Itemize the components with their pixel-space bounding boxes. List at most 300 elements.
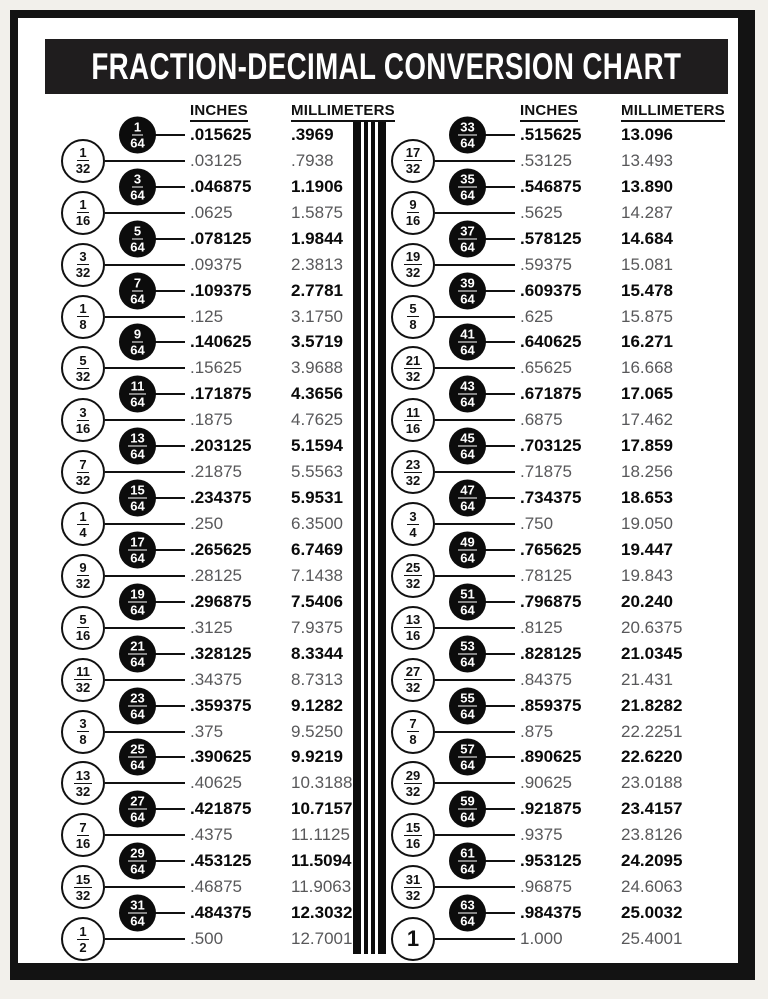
millimeters-value: .7938 [291,150,334,170]
fraction-badge [119,220,156,257]
inches-value: .984375 [520,903,582,923]
fraction-denominator: 32 [75,783,91,799]
leader-line [435,731,515,733]
fraction-value [458,328,476,357]
millimeters-value: 14.684 [621,228,673,248]
fraction-value [76,354,90,383]
inches-value: .3125 [190,617,233,637]
fraction-numerator: 15 [130,482,145,498]
millimeters-value: 23.4157 [621,799,683,819]
leader-line [484,860,515,862]
fraction-denominator: 4 [79,524,87,540]
inches-value: .046875 [190,176,252,196]
leader-line [435,886,515,888]
fraction-badge [61,554,105,598]
fraction-denominator: 64 [460,187,475,203]
fraction-numerator: 13 [405,612,421,628]
conversion-row [45,456,350,488]
fraction-value [458,587,476,616]
millimeters-value: 7.5406 [291,591,343,611]
right-column [375,102,725,964]
inches-value: .296875 [190,591,252,611]
fraction-denominator: 16 [75,628,91,644]
fraction-value [76,198,90,227]
fraction-denominator: 32 [405,887,421,903]
fraction-denominator: 64 [130,550,145,566]
inches-value: .875 [520,721,554,741]
fraction-value [77,510,88,539]
inches-value: .46875 [190,877,242,897]
fraction-numerator: 9 [133,326,142,342]
conversion-row [375,560,680,592]
fraction-badge [391,554,435,598]
millimeters-value: 7.1438 [291,565,343,585]
inches-value: .65625 [520,358,572,378]
millimeters-value: 1.9844 [291,228,343,248]
fraction-denominator: 8 [409,317,417,333]
fraction-denominator: 32 [405,576,421,592]
fraction-denominator: 64 [460,498,475,514]
fraction-badge [449,116,486,153]
millimeters-value: 3.5719 [291,332,343,352]
inches-value: .171875 [190,384,252,404]
fraction-numerator: 17 [405,145,421,161]
inches-value: .03125 [190,150,242,170]
fraction-denominator: 16 [405,420,421,436]
conversion-row [375,926,683,952]
fraction-denominator: 32 [75,368,91,384]
leader-line [484,238,515,240]
leader-line [105,160,185,162]
fraction-value [404,613,422,642]
fraction-value [76,613,90,642]
fraction-badge [119,376,156,413]
fraction-badge [61,139,105,183]
fraction-value [458,276,476,305]
millimeters-value: 5.9531 [291,488,343,508]
leader-line [105,575,185,577]
fraction-numerator: 39 [460,275,475,291]
fraction-badge [61,398,105,442]
leader-line [435,316,515,318]
fraction-denominator: 64 [130,861,145,877]
conversion-row [375,456,680,488]
leader-line [435,938,515,940]
fraction-numerator: 47 [460,482,475,498]
inches-value: .796875 [520,591,582,611]
leader-line [105,212,185,214]
fraction-badge [449,376,486,413]
fraction-denominator: 64 [460,602,475,618]
inches-value: .671875 [520,384,582,404]
fraction-value [404,406,422,435]
inches-value: .4375 [190,825,233,845]
leader-line [105,471,185,473]
fraction-value [128,743,146,772]
fraction-denominator: 32 [405,680,421,696]
fraction-value [130,224,144,253]
fraction-denominator: 32 [75,472,91,488]
millimeters-value: 1.1906 [291,176,343,196]
fraction-value [128,484,146,513]
conversion-row [375,871,683,903]
millimeters-value: 7.9375 [291,617,343,637]
millimeters-value: 19.050 [621,514,673,534]
leader-line [154,860,185,862]
conversion-row [45,871,352,903]
fraction-badge [449,635,486,672]
conversion-row [45,508,350,540]
fraction-numerator: 51 [460,586,475,602]
fraction-badge [119,843,156,880]
fraction-value [458,172,476,201]
conversion-row [45,301,350,333]
conversion-row [375,664,680,696]
millimeters-value: 17.859 [621,436,673,456]
fraction-denominator: 16 [75,213,91,229]
fraction-badge [119,272,156,309]
left-column-rows [45,119,353,955]
conversion-row [45,923,353,955]
fraction-value [404,354,422,383]
conversion-row [45,404,350,436]
fraction-numerator: 53 [460,638,475,654]
inches-value: .40625 [190,773,242,793]
fraction-numerator: 17 [130,534,145,550]
leader-line [484,601,515,603]
fraction-badge [61,295,105,339]
inches-value: .484375 [190,903,252,923]
leader-line [154,756,185,758]
leader-line [154,705,185,707]
fraction-badge [391,917,435,961]
leader-line [105,523,185,525]
inches-value: .578125 [520,228,582,248]
fraction-badge [391,346,435,390]
leader-line [154,290,185,292]
fraction-badge [449,739,486,776]
fraction-numerator: 1 [133,119,142,135]
fraction-value [130,328,144,357]
millimeters-value: 17.065 [621,384,673,404]
millimeters-value: 19.447 [621,539,673,559]
millimeters-value: 16.668 [621,358,673,378]
millimeters-value: 12.3032 [291,903,353,923]
leader-line [154,186,185,188]
inches-value: .0625 [190,202,233,222]
millimeters-header: MILLIMETERS [291,102,395,122]
page-title-text: FRACTION-DECIMAL CONVERSION CHART [91,45,682,87]
inches-value: .09375 [190,254,242,274]
fraction-badge [61,710,105,754]
leader-line [484,549,515,551]
leader-line [484,393,515,395]
leader-line [105,731,185,733]
fraction-value [404,665,422,694]
fraction-numerator: 11 [76,664,90,680]
fraction-value [406,198,420,227]
fraction-badge [119,687,156,724]
fraction-numerator: 27 [405,664,421,680]
leader-line [484,186,515,188]
millimeters-value: 15.478 [621,280,673,300]
millimeters-value: 20.240 [621,591,673,611]
leader-line [105,782,185,784]
fraction-denominator: 64 [130,446,145,462]
conversion-row [45,819,350,851]
fraction-badge [449,480,486,517]
millimeters-header: MILLIMETERS [621,102,725,122]
chart-content [18,18,738,963]
millimeters-value: 21.431 [621,669,673,689]
conversion-row [375,612,683,644]
fraction-value [128,587,146,616]
millimeters-value: 20.6375 [621,617,683,637]
fraction-numerator: 1 [79,923,87,939]
millimeters-value: 4.7625 [291,410,343,430]
inches-value: .359375 [190,695,252,715]
millimeters-value: 5.5563 [291,462,343,482]
millimeters-value: 8.7313 [291,669,343,689]
fraction-badge [449,168,486,205]
conversion-row [375,819,683,851]
inches-value: .890625 [520,747,582,767]
fraction-value [76,250,90,279]
fraction-denominator: 32 [405,472,421,488]
inches-value: .828125 [520,643,582,663]
fraction-numerator: 5 [409,301,417,317]
fraction-badge [391,813,435,857]
millimeters-value: 23.8126 [621,825,683,845]
fraction-denominator: 64 [460,342,475,358]
fraction-denominator: 8 [79,732,87,748]
fraction-denominator: 64 [130,394,145,410]
fraction-value [458,120,476,149]
leader-line [105,367,185,369]
millimeters-value: 16.271 [621,332,673,352]
inches-value: .453125 [190,851,252,871]
fraction-denominator: 64 [460,706,475,722]
fraction-numerator: 3 [79,716,87,732]
fraction-denominator: 64 [130,498,145,514]
fraction-numerator: 7 [409,716,417,732]
fraction-numerator: 1 [79,197,87,213]
millimeters-value: 25.4001 [621,929,683,949]
fraction-badge [61,606,105,650]
leader-line [105,886,185,888]
fraction-denominator: 32 [75,161,91,177]
fraction-badge [391,450,435,494]
millimeters-value: 6.3500 [291,514,343,534]
fraction-numerator: 21 [130,638,145,654]
millimeters-value: 14.287 [621,202,673,222]
fraction-denominator: 64 [130,706,145,722]
fraction-numerator: 49 [460,534,475,550]
fraction-value [74,665,92,694]
fraction-denominator: 64 [460,757,475,773]
conversion-row [45,197,350,229]
inches-value: .953125 [520,851,582,871]
inches-header: INCHES [190,102,248,122]
inches-value: .21875 [190,462,242,482]
leader-line [435,367,515,369]
fraction-denominator: 16 [405,835,421,851]
millimeters-value: 19.843 [621,565,673,585]
fraction-denominator: 32 [405,265,421,281]
leader-line [105,938,185,940]
inches-value: .703125 [520,436,582,456]
leader-line [154,808,185,810]
millimeters-value: 2.3813 [291,254,343,274]
millimeters-value: 21.8282 [621,695,683,715]
fraction-value [128,847,146,876]
inches-value: .1875 [190,410,233,430]
fraction-badge [61,346,105,390]
fraction-badge [449,272,486,309]
fraction-numerator: 55 [460,690,475,706]
fraction-numerator: 37 [460,223,475,239]
millimeters-value: 18.653 [621,488,673,508]
fraction-value [128,899,146,928]
leader-line [435,264,515,266]
fraction-badge [61,243,105,287]
inches-value: .625 [520,306,554,326]
inches-value: .078125 [190,228,252,248]
inches-value: .90625 [520,773,572,793]
fraction-value [76,458,90,487]
fraction-numerator: 31 [130,897,145,913]
millimeters-value: 18.256 [621,462,673,482]
leader-line [154,393,185,395]
fraction-numerator: 7 [79,456,87,472]
millimeters-value: 8.3344 [291,643,343,663]
conversion-row [375,145,680,177]
fraction-denominator: 64 [460,654,475,670]
fraction-denominator: 64 [130,654,145,670]
inches-value: .5625 [520,202,563,222]
fraction-numerator: 9 [409,197,417,213]
conversion-row [375,352,680,384]
conversion-row [375,508,680,540]
fraction-numerator: 29 [130,845,145,861]
fraction-badge [61,450,105,494]
conversion-row [375,404,680,436]
right-column-rows [375,119,683,952]
conversion-row [375,249,680,281]
leader-line [435,419,515,421]
fraction-badge [449,843,486,880]
leader-line [435,523,515,525]
inches-value: .390625 [190,747,252,767]
leader-line [484,497,515,499]
conversion-row [45,249,350,281]
fraction-numerator: 11 [130,378,145,394]
fraction-numerator: 33 [460,119,475,135]
inches-header: INCHES [520,102,578,122]
fraction-numerator: 21 [405,352,421,368]
fraction-badge [391,761,435,805]
fraction-denominator: 64 [460,394,475,410]
leader-line [154,601,185,603]
fraction-value [458,535,476,564]
fraction-value [128,535,146,564]
inches-value: .109375 [190,280,252,300]
fraction-denominator: 32 [75,887,91,903]
fraction-value [404,769,422,798]
fraction-numerator: 43 [460,378,475,394]
fraction-value [458,847,476,876]
millimeters-value: 9.1282 [291,695,343,715]
fraction-badge [391,295,435,339]
conversion-row [45,352,350,384]
fraction-badge [119,324,156,361]
leader-line [435,160,515,162]
fraction-denominator: 64 [130,342,145,358]
inches-value: .71875 [520,462,572,482]
fraction-value [458,380,476,409]
fraction-denominator: 8 [409,732,417,748]
fraction-value: 1 [406,926,420,952]
leader-line [105,316,185,318]
fraction-numerator: 31 [405,871,421,887]
fraction-badge [391,243,435,287]
fraction-value [76,406,90,435]
leader-line [154,341,185,343]
millimeters-value: 13.096 [621,124,673,144]
inches-value: .765625 [520,539,582,559]
leader-line [484,653,515,655]
fraction-numerator: 59 [460,793,475,809]
fraction-numerator: 5 [133,223,142,239]
millimeters-value: .3969 [291,124,334,144]
fraction-numerator: 13 [130,430,145,446]
leader-line [435,471,515,473]
fraction-denominator: 64 [130,135,145,151]
fraction-badge [391,658,435,702]
fraction-numerator: 1 [79,301,87,317]
fraction-value [77,302,88,331]
fraction-denominator: 64 [460,135,475,151]
inches-value: .59375 [520,254,572,274]
fraction-denominator: 64 [130,757,145,773]
leader-line [154,653,185,655]
conversion-row [375,301,680,333]
chart-frame [10,10,755,980]
fraction-numerator: 29 [405,767,421,783]
fraction-badge [119,168,156,205]
conversion-row [375,716,683,748]
fraction-value [407,302,418,331]
inches-value: .500 [190,929,224,949]
fraction-value [130,276,144,305]
millimeters-value: 6.7469 [291,539,343,559]
fraction-denominator: 4 [409,524,417,540]
fraction-numerator: 19 [405,249,421,265]
fraction-badge [61,813,105,857]
inches-value: .15625 [190,358,242,378]
inches-value: .140625 [190,332,252,352]
millimeters-value: 9.5250 [291,721,343,741]
fraction-badge [391,710,435,754]
fraction-value [404,146,422,175]
millimeters-value: 24.2095 [621,851,683,871]
fraction-badge [119,635,156,672]
fraction-badge [391,139,435,183]
fraction-numerator: 13 [75,767,91,783]
inches-value: .6875 [520,410,563,430]
conversion-row [375,767,683,799]
conversion-row [45,560,350,592]
